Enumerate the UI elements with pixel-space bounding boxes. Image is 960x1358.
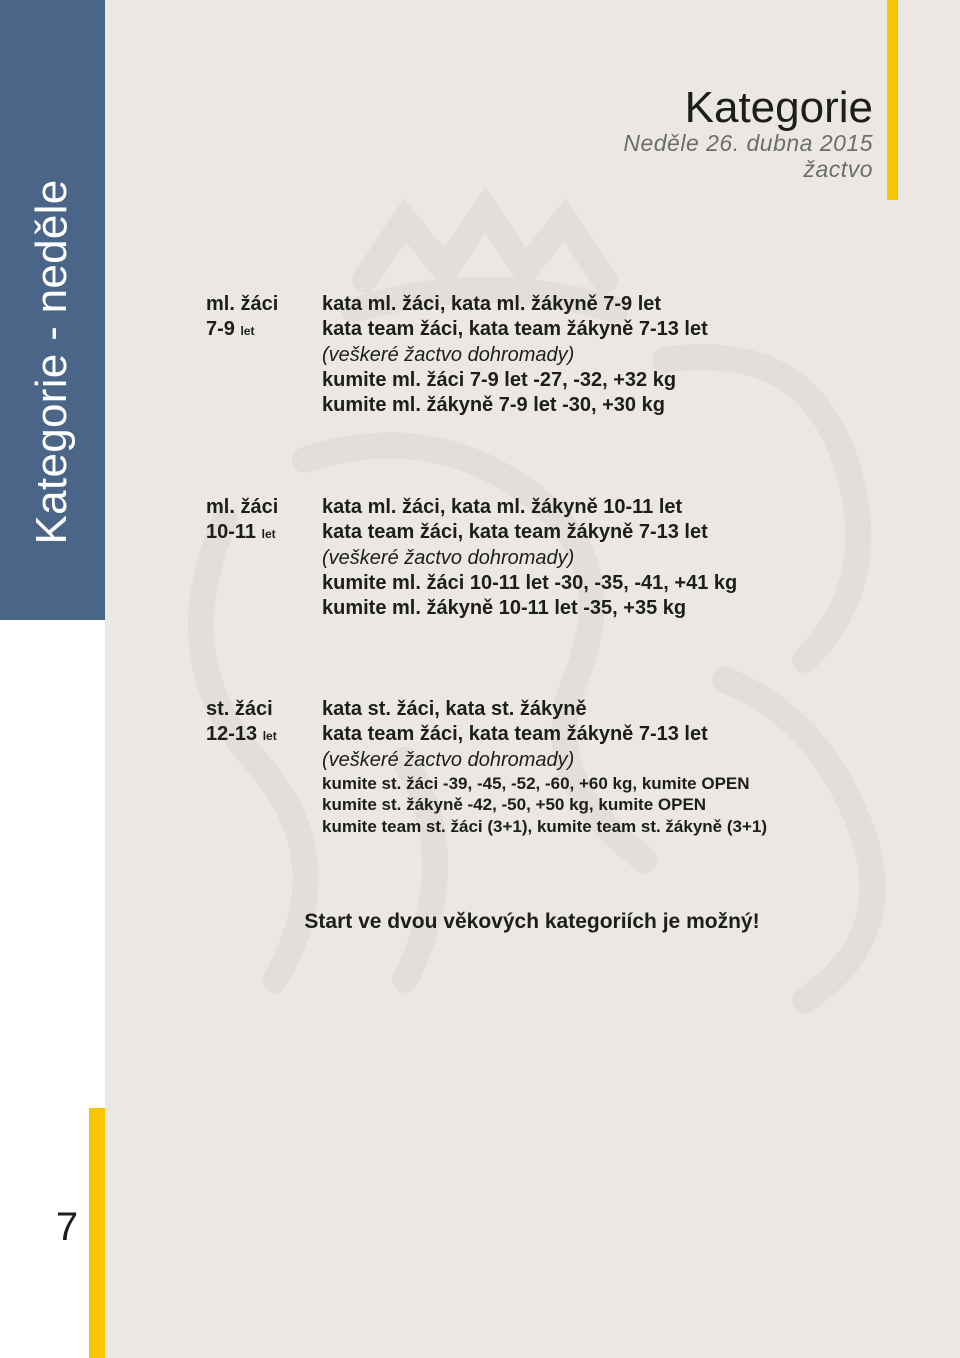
category-age: 7-9 let <box>206 318 255 340</box>
discipline-line: kumite ml. žákyně 7-9 let -30, +30 kg <box>322 394 665 417</box>
discipline-line: kata team žáci, kata team žákyně 7-13 let <box>322 521 708 544</box>
category-age: 12-13 let <box>206 723 277 745</box>
category-name: st. žáci <box>206 698 273 720</box>
discipline-line: kumite ml. žáci 10-11 let -30, -35, -41, +41 kg <box>322 571 738 594</box>
page-header <box>623 83 873 182</box>
discipline-line: kumite ml. žáci 7-9 let -27, -32, +32 kg <box>322 368 677 391</box>
start-note: Start ve dvou věkových kategoriích je možný! <box>304 910 760 933</box>
discipline-line: kumite st. žáci -39, -45, -52, -60, +60 kg, kumite OPEN <box>322 773 750 793</box>
yellow-accent-bar-top <box>887 0 898 200</box>
page-title: Kategorie <box>684 83 873 132</box>
discipline-line: kata team žáci, kata team žákyně 7-13 let <box>322 318 708 341</box>
category-name: ml. žáci <box>206 496 279 518</box>
category-age: 10-11 let <box>206 521 276 543</box>
category-disciplines <box>322 292 882 418</box>
category-label <box>206 495 316 547</box>
discipline-line: kata ml. žáci, kata ml. žákyně 7-9 let <box>322 293 662 315</box>
age-unit: let <box>261 527 276 541</box>
group-label: žactvo <box>803 156 873 182</box>
discipline-line: kata st. žáci, kata st. žákyně <box>322 698 587 720</box>
side-tab-label: Kategorie - neděle <box>27 179 76 545</box>
discipline-line: kata team žáci, kata team žákyně 7-13 let <box>322 723 708 746</box>
page-number: 7 <box>55 1205 79 1249</box>
category-name: ml. žáci <box>206 293 279 315</box>
category-label <box>206 292 316 344</box>
discipline-line: kumite st. žákyně -42, -50, +50 kg, kumite OPEN <box>322 795 707 815</box>
discipline-line: kumite ml. žákyně 10-11 let -35, +35 kg <box>322 597 687 620</box>
event-date: Neděle 26. dubna 2015 <box>623 130 873 156</box>
page-background <box>105 0 960 1358</box>
category-label <box>206 697 316 749</box>
age-unit: let <box>262 729 277 743</box>
yellow-accent-bar-bottom <box>89 1108 105 1358</box>
discipline-line: kumite team st. žáci (3+1), kumite team st. žákyně (3+1) <box>322 816 768 836</box>
category-disciplines <box>322 495 882 621</box>
discipline-note: (veškeré žactvo dohromady) <box>322 546 575 569</box>
age-unit: let <box>240 324 255 338</box>
discipline-line: kata ml. žáci, kata ml. žákyně 10-11 let <box>322 496 683 518</box>
discipline-note: (veškeré žactvo dohromady) <box>322 748 575 771</box>
category-disciplines <box>322 697 882 837</box>
discipline-note: (veškeré žactvo dohromady) <box>322 343 575 366</box>
side-tab <box>0 0 105 620</box>
